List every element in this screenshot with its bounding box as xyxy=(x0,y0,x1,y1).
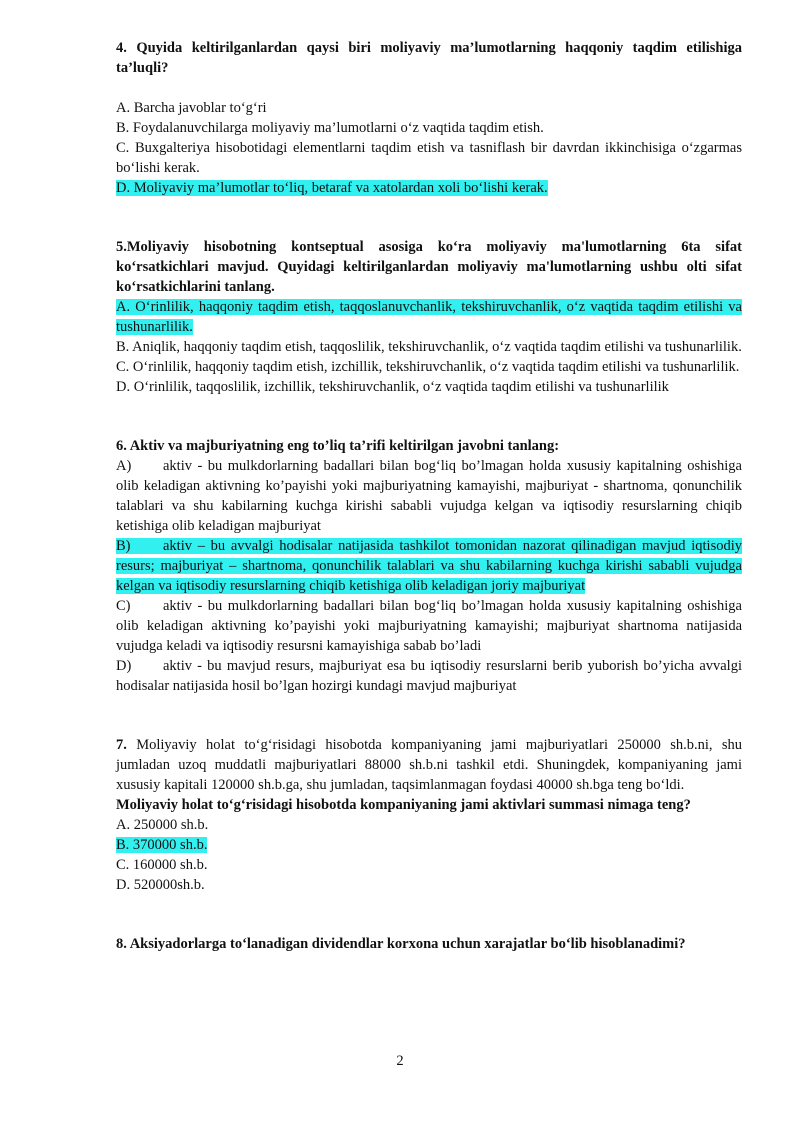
q7-problem-body: Moliyaviy holat to‘g‘risidagi hisobotda kompaniyaning jami majburiyatlari 250000 sh.b.ni, shu jumladan uzoq muddatli majburiyatlari 88000 sh.b.ni tashkil etdi. Shuningdek, kompaniyaning jami xususiy kapitali 120000 sh.b.ga, shu jumladan, taqsimlanmagan foydasi 40000 sh.bga teng bo‘ldi. xyxy=(116,737,742,793)
q6-option-b-text: aktiv – bu avvalgi hodisalar natijasida tashkilot tomonidan nazorat qilinadigan mavjud iqtisodiy resurs; majburiyat – shartnoma, qonunchilik talablari va shu kabilarning kuchga kirishi sababli vujudga kelgan va iqtisodiy resurslarning chiqib ketishiga olib keladigan joriy majburiyat xyxy=(116,538,742,594)
page-number: 2 xyxy=(396,1053,404,1069)
q6-option-b-answer xyxy=(116,536,742,596)
q6-option-d xyxy=(116,656,742,696)
q5-option-a-answer: A. O‘rinlilik, haqqoniy taqdim etish, taqqoslanuvchanlik, tekshiruvchanlik, o‘z vaqtida taqdim etilishi va tushunarlilik. xyxy=(116,299,742,335)
q5-option-c: C. O‘rinlilik, haqqoniy taqdim etish, izchillik, tekshiruvchanlik, o‘z vaqtida taqdim etilishi va tushunarlilik. xyxy=(116,359,740,375)
q4-option-d-answer: D. Moliyaviy ma’lumotlar to‘liq, betaraf va xatolardan xoli bo‘lishi kerak. xyxy=(116,180,548,196)
q6-option-c-text: aktiv - bu mulkdorlarning badallari bilan bog‘liq bo’lmagan holda xususiy kapitalning oshishiga olib keladigan aktivning ko’payishi yoki majburiyatning kamayishi; majburiyat shartnoma natijasida vujudga keladi va iqtisodiy resursni kamayishiga sabab bo’ladi xyxy=(116,598,742,654)
question-6: 6. Aktiv va majburiyatning eng to’liq ta’rifi keltirilgan javobni tanlang: xyxy=(116,438,560,454)
q6-option-a-label: A) xyxy=(116,458,132,474)
q4-option-b: B. Foydalanuvchilarga moliyaviy ma’lumotlarni o‘z vaqtida taqdim etish. xyxy=(116,120,544,136)
q6-option-c-label: C) xyxy=(116,598,131,614)
q7-problem-text xyxy=(116,735,742,795)
q5-option-b: B. Aniqlik, haqqoniy taqdim etish, taqqoslilik, tekshiruvchanlik, o‘z vaqtida taqdim etilishi va tushunarlilik. xyxy=(116,339,742,355)
question-5: 5.Moliyaviy hisobotning kontseptual asosiga ko‘ra moliyaviy ma'lumotlarning 6ta sifat ko‘rsatkichlari mavjud. Quyidagi keltirilganlardan moliyaviy ma'lumotlarning ushbu olti sifat ko‘rsatkichlarini tanlang. xyxy=(116,239,742,295)
q5-option-d: D. O‘rinlilik, taqqoslilik, izchillik, tekshiruvchanlik, o‘z vaqtida taqdim etilishi va tushunarlilik xyxy=(116,379,669,395)
q6-option-c xyxy=(116,596,742,656)
q6-option-b-label: B) xyxy=(116,538,131,554)
q7-option-b-answer: B. 370000 sh.b. xyxy=(116,837,208,853)
q7-option-d: D. 520000sh.b. xyxy=(116,877,205,893)
q4-option-c: C. Buxgalteriya hisobotidagi elementlarni taqdim etish va tasniflash bir davrdan ikkinchisiga o‘zgarmas bo‘lishi kerak. xyxy=(116,140,742,176)
q6-option-a xyxy=(116,456,742,536)
question-8: 8. Aksiyadorlarga to‘lanadigan dividendlar korxona uchun xarajatlar bo‘lib hisoblanadimi? xyxy=(116,936,686,952)
q7-number: 7. xyxy=(116,737,127,753)
q4-option-a: A. Barcha javoblar to‘g‘ri xyxy=(116,100,267,116)
question-7: Moliyaviy holat to‘g‘risidagi hisobotda kompaniyaning jami aktivlari summasi nimaga teng? xyxy=(116,797,691,813)
page-content xyxy=(116,38,742,954)
q7-option-c: C. 160000 sh.b. xyxy=(116,857,208,873)
q7-option-a: A. 250000 sh.b. xyxy=(116,817,209,833)
q6-option-a-text: aktiv - bu mulkdorlarning badallari bilan bog‘liq bo’lmagan holda xususiy kapitalning oshishiga olib keladigan aktivning ko’payishi yoki majburiyatning kamayishi, majburiyat - shartnoma, qonunchilik talablari va shu kabilarning kuchga kirishi sababli vujudga kelgan va iqtisodiy resurslarning chiqib ketishiga olib keladigan majburiyat xyxy=(116,458,742,534)
question-4: 4. Quyida keltirilganlardan qaysi biri moliyaviy ma’lumotlarning haqqoniy taqdim etilishiga ta’luqli? xyxy=(116,40,742,76)
q6-option-d-text: aktiv - bu mavjud resurs, majburiyat esa bu iqtisodiy resurslarni berib yuborish bo’yicha avvalgi hodisalar natijasida hosil bo’lgan hozirgi kundagi mavjud majburiyat xyxy=(116,658,742,694)
q6-option-d-label: D) xyxy=(116,658,132,674)
